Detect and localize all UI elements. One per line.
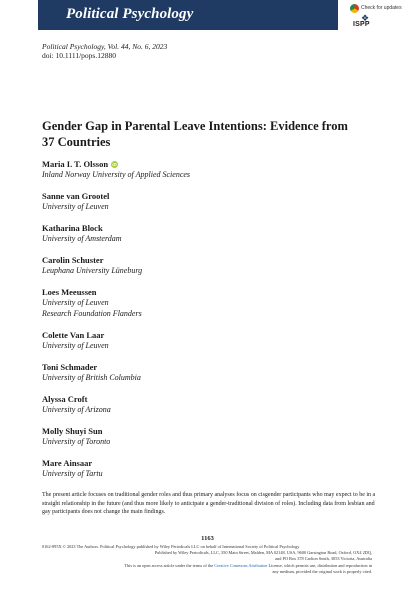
journal-banner — [38, 0, 338, 30]
author-list — [42, 159, 372, 490]
logo-emblem-icon: ❖ — [361, 13, 370, 23]
author-name-text: Sanne van Grootel — [42, 191, 110, 202]
author-name-text: Molly Shuyi Sun — [42, 426, 103, 437]
author-affiliation: University of Amsterdam — [42, 234, 122, 244]
ispp-logo — [352, 14, 378, 30]
author-name — [42, 394, 372, 405]
author-name — [42, 191, 372, 202]
author-name — [42, 287, 372, 298]
author-entry — [42, 394, 372, 416]
author-entry — [42, 255, 372, 277]
logo-text: ISPP — [353, 21, 370, 28]
footer-line-copyright: 0162-895X © 2023 The Authors. Political Psychology published by Wiley Periodicals LLC on behalf of International Society of Political Psychology — [42, 544, 300, 549]
author-name — [42, 458, 372, 469]
check-for-updates-label: Check for updates — [361, 5, 402, 11]
journal-citation: Political Psychology, Vol. 44, No. 6, 2023 — [42, 42, 168, 51]
author-name — [42, 426, 372, 437]
creative-commons-link[interactable]: Creative Commons Attribution — [214, 562, 268, 568]
author-entry — [42, 362, 372, 384]
author-name-text: Katharina Block — [42, 223, 103, 234]
footer-line-citation: any medium, provided the original work is properly cited. — [272, 568, 372, 574]
orcid-icon[interactable]: iD — [112, 162, 117, 167]
license-text-post: License, which permits use, distribution and reproduction in — [267, 562, 372, 568]
page-number: 1163 — [201, 535, 214, 542]
author-name — [42, 255, 372, 266]
footer-line-address: and PO Box 378 Carlton South, 3053 Victoria, Australia — [275, 556, 372, 562]
check-for-updates-button[interactable] — [350, 2, 412, 14]
author-entry — [42, 330, 372, 352]
author-name-text: Carolin Schuster — [42, 255, 104, 266]
license-text-pre: This is an open access article under the terms of the — [124, 562, 215, 568]
doi[interactable]: doi: 10.1111/pops.12880 — [42, 51, 116, 60]
author-name-text: Maria I. T. Olsson — [42, 159, 109, 169]
author-entry — [42, 426, 372, 448]
author-affiliation: University of Toronto — [42, 437, 111, 447]
author-affiliation: Research Foundation Flanders — [42, 308, 142, 318]
author-name-text: Mare Ainsaar — [42, 458, 93, 469]
author-affiliation: University of Arizona — [42, 405, 111, 415]
author-affiliation: University of Tartu — [42, 469, 103, 479]
footer-line-publisher: Published by Wiley Periodicals, LLC, 350 Main Street, Malden, MA 02148, USA, 9600 Garsington Road, Oxford, OX4 2DQ, — [154, 550, 372, 556]
author-affiliation: University of Leuven — [42, 202, 109, 212]
author-entry — [42, 191, 372, 213]
author-name-text: Alyssa Croft — [42, 394, 88, 405]
author-name-text: Colette Van Laar — [42, 329, 105, 340]
author-affiliation: University of Leuven — [42, 298, 109, 308]
author-name — [42, 330, 372, 341]
author-name-text: Toni Schmader — [42, 362, 98, 373]
author-affiliation: University of Leuven — [42, 340, 109, 350]
article-title: Gender Gap in Parental Leave Intentions: Evidence from 37 Countries — [42, 119, 348, 149]
author-affiliation: Leuphana University Lüneburg — [42, 266, 143, 276]
author-entry — [42, 287, 372, 319]
author-name — [42, 362, 372, 373]
copyright-footer — [42, 544, 372, 575]
author-entry — [42, 458, 372, 480]
author-affiliation: Inland Norway University of Applied Sciences — [42, 170, 191, 179]
author-name-text: Loes Meeussen — [42, 287, 97, 298]
abstract-note: The present article focuses on traditional gender roles and thus primary analyses focus on cisgender participants who may expect to be in a straight relationship in the future (and thus more likely to anticipate a gender-traditional division of roles). Including data from lesbian and gay participants does not change the main findings. — [42, 492, 376, 515]
author-name — [42, 223, 372, 234]
journal-banner-title: Political Psychology — [66, 6, 194, 22]
author-entry — [42, 159, 372, 181]
author-entry — [42, 223, 372, 245]
author-name — [42, 159, 372, 170]
crossmark-icon — [350, 4, 359, 13]
author-affiliation: University of British Columbia — [42, 373, 141, 383]
